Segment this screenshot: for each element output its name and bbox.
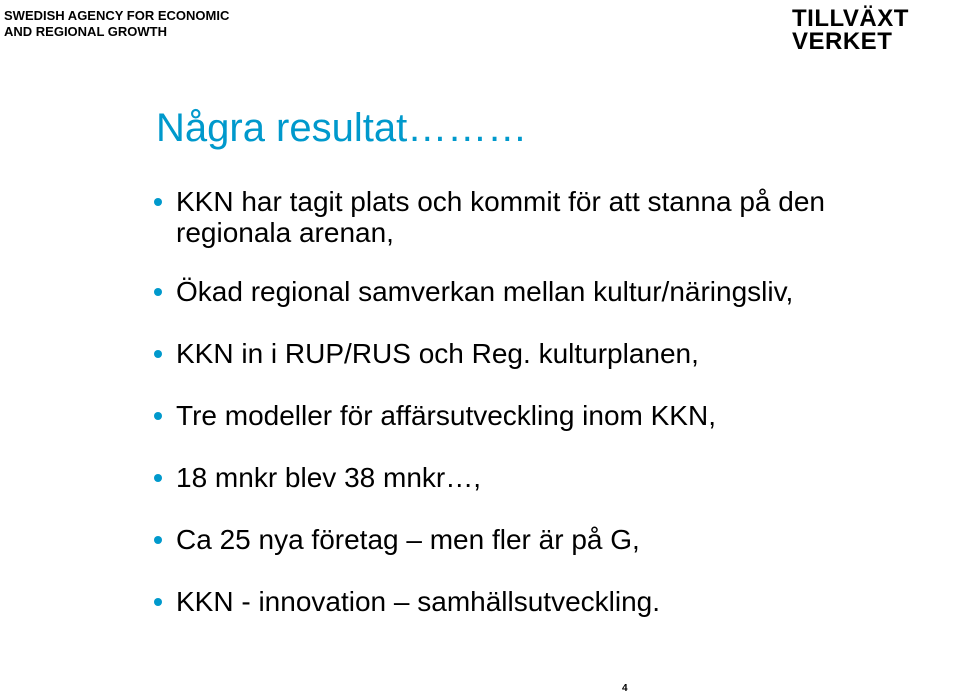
agency-name-line1: SWEDISH AGENCY FOR ECONOMIC [4,8,230,23]
bullet-text: Ökad regional samverkan mellan kultur/näringsliv, [176,276,794,307]
tillvaxtverket-logo [790,2,916,52]
bullet-dot-icon [154,598,162,606]
bullet-text: KKN har tagit plats och kommit för att stanna på den regionala arenan, [176,186,826,248]
bullet-list [154,186,944,648]
bullet-dot-icon [154,350,162,358]
bullet-dot-icon [154,198,162,206]
bullet-item [154,586,944,617]
bullet-text: KKN in i RUP/RUS och Reg. kulturplanen, [176,338,699,369]
bullet-item [154,338,944,369]
bullet-dot-icon [154,412,162,420]
bullet-dot-icon [154,474,162,482]
bullet-item [154,524,944,555]
bullet-text: 18 mnkr blev 38 mnkr…, [176,462,481,493]
bullet-text: KKN - innovation – samhällsutveckling. [176,586,661,617]
bullet-text: Ca 25 nya företag – men fler är på G, [176,524,640,555]
slide-title: Några resultat……… [156,106,528,150]
page-number: 4 [622,683,628,694]
logo-text-line2: VERKET [792,28,893,52]
bullet-dot-icon [154,288,162,296]
logo-text-line1: TILLVÄXT [792,5,909,32]
bullet-item [154,276,944,307]
bullet-item [154,462,944,493]
agency-name-line2: AND REGIONAL GROWTH [4,24,167,39]
bullet-dot-icon [154,536,162,544]
bullet-text: Tre modeller för affärsutveckling inom KKN, [176,400,716,431]
bullet-item [154,400,944,431]
bullet-item [154,186,944,248]
agency-name [4,8,229,40]
